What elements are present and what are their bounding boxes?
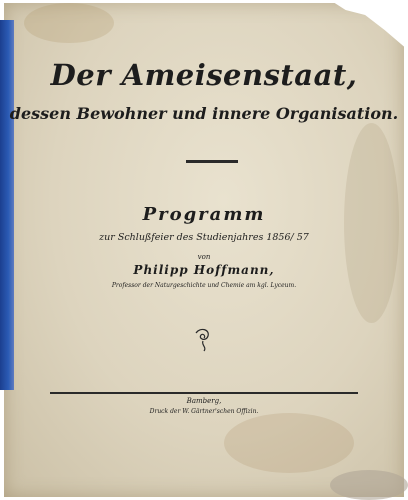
paper-stain — [224, 413, 354, 473]
horizontal-rule — [50, 392, 358, 394]
occasion-line: zur Schlußfeier des Studienjahres 1856/ 57 — [99, 232, 309, 243]
paper-stain — [330, 470, 408, 500]
place-of-print: Bamberg, — [186, 397, 222, 405]
paper-stain — [24, 3, 114, 43]
author-title: Professor der Naturgeschichte und Chemie am kgl. Lyceum. — [111, 282, 297, 289]
vignette-ornament-icon — [192, 327, 214, 353]
author-name: Philipp Hoffmann, — [133, 263, 275, 277]
program-heading: Programm — [142, 204, 266, 225]
document-subtitle: dessen Bewohner und innere Organisation. — [9, 104, 399, 123]
document-title: Der Ameisenstaat, — [50, 58, 358, 92]
preposition-line: von — [197, 253, 211, 261]
ornament-divider — [186, 160, 238, 163]
printer-line: Druck der W. Gärtner'schen Offizin. — [149, 408, 259, 415]
